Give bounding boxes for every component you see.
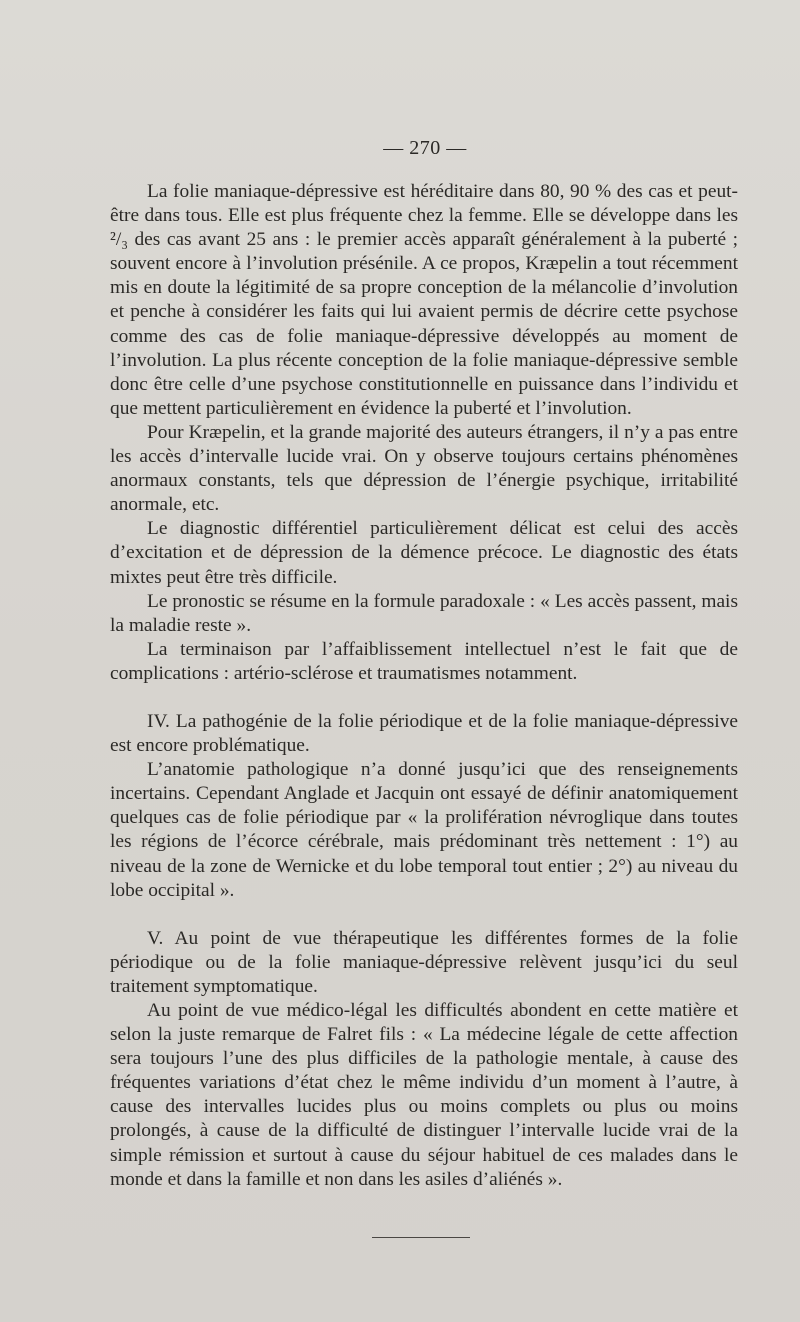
body-text: [110, 180, 738, 1192]
paragraph-heredite: La folie maniaque-dépressive est héréditaire dans 80, 90 % des cas et peut-être dans tous. Elle est plus fréquente chez la femme. Elle se développe dans les ²/₃ des cas avant 25 ans : le premier accès apparaît généralement à la puberté ; souvent encore à l’involution présénile. A ce propos, Kræpelin a tout récemment mis en doute la légitimité de sa propre conception de la mélancolie d’involution et penche à considérer les faits qui lui avaient permis de décrire cette psychose comme des cas de folie maniaque-dépressive développés au moment de l’involution. La plus récente conception de la folie maniaque-dépressive semble donc être celle d’une psychose constitutionnelle en puissance dans l’individu et que mettent particulièrement en évidence la puberté et l’involution.: [110, 181, 738, 419]
paragraph-diagnostic: Le diagnostic différentiel particulièrement délicat est celui des accès d’excitation et de dépression de la démence précoce. Le diagnostic des états mixtes peut être très difficile.: [110, 518, 738, 588]
page-number: — 270 —: [383, 137, 467, 159]
end-rule: [372, 1237, 470, 1238]
paragraph-pathogenie: IV. La pathogénie de la folie périodique et de la folie maniaque-dépressive est encore problématique.: [110, 710, 738, 757]
paragraph-medico-legal: Au point de vue médico-légal les difficultés abondent en cette matière et selon la juste remarque de Falret fils : « La médecine légale de cette affection sera toujours l’une des plus difficiles de la pathologie mentale, à cause des fréquentes variations d’état chez le même individu d’un moment à l’autre, à cause des intervalles lucides plus ou moins complets ou plus ou moins prolongés, à cause de la difficulté de distinguer l’intervalle lucide vrai de la simple rémission et surtout à cause du séjour habituel de ces malades dans le monde et dans la famille et non dans les asiles d’aliénés ».: [110, 1000, 738, 1190]
paragraph-anatomie: L’anatomie pathologique n’a donné jusqu’ici que des renseignements incertains. Cependant Anglade et Jacquin ont essayé de définir anatomiquement quelques cas de folie périodique par « la prolifération névroglique dans toutes les régions de l’écorce cérébrale, mais prédominant très nettement : 1°) au niveau de la zone de Wernicke et du lobe temporal tout entier ; 2°) au niveau du lobe occipital ».: [110, 759, 738, 901]
paragraph-pronostic: Le pronostic se résume en la formule paradoxale : « Les accès passent, mais la maladie reste ».: [110, 590, 738, 636]
paragraph-therapeutique: V. Au point de vue thérapeutique les différentes formes de la folie périodique ou de la folie maniaque-dépressive relèvent jusqu’ici du seul traitement symptomatique.: [110, 927, 738, 997]
paragraph-terminaison: La terminaison par l’affaiblissement intellectuel n’est le fait que de complications : artério-sclérose et traumatismes notamment.: [110, 638, 738, 684]
paragraph-intervalle-lucide: Pour Kræpelin, et la grande majorité des auteurs étrangers, il n’y a pas entre les accès d’intervalle lucide vrai. On y observe toujours certains phénomènes anormaux constants, tels que dépression de l’énergie psychique, irritabilité anormale, etc.: [110, 421, 738, 516]
